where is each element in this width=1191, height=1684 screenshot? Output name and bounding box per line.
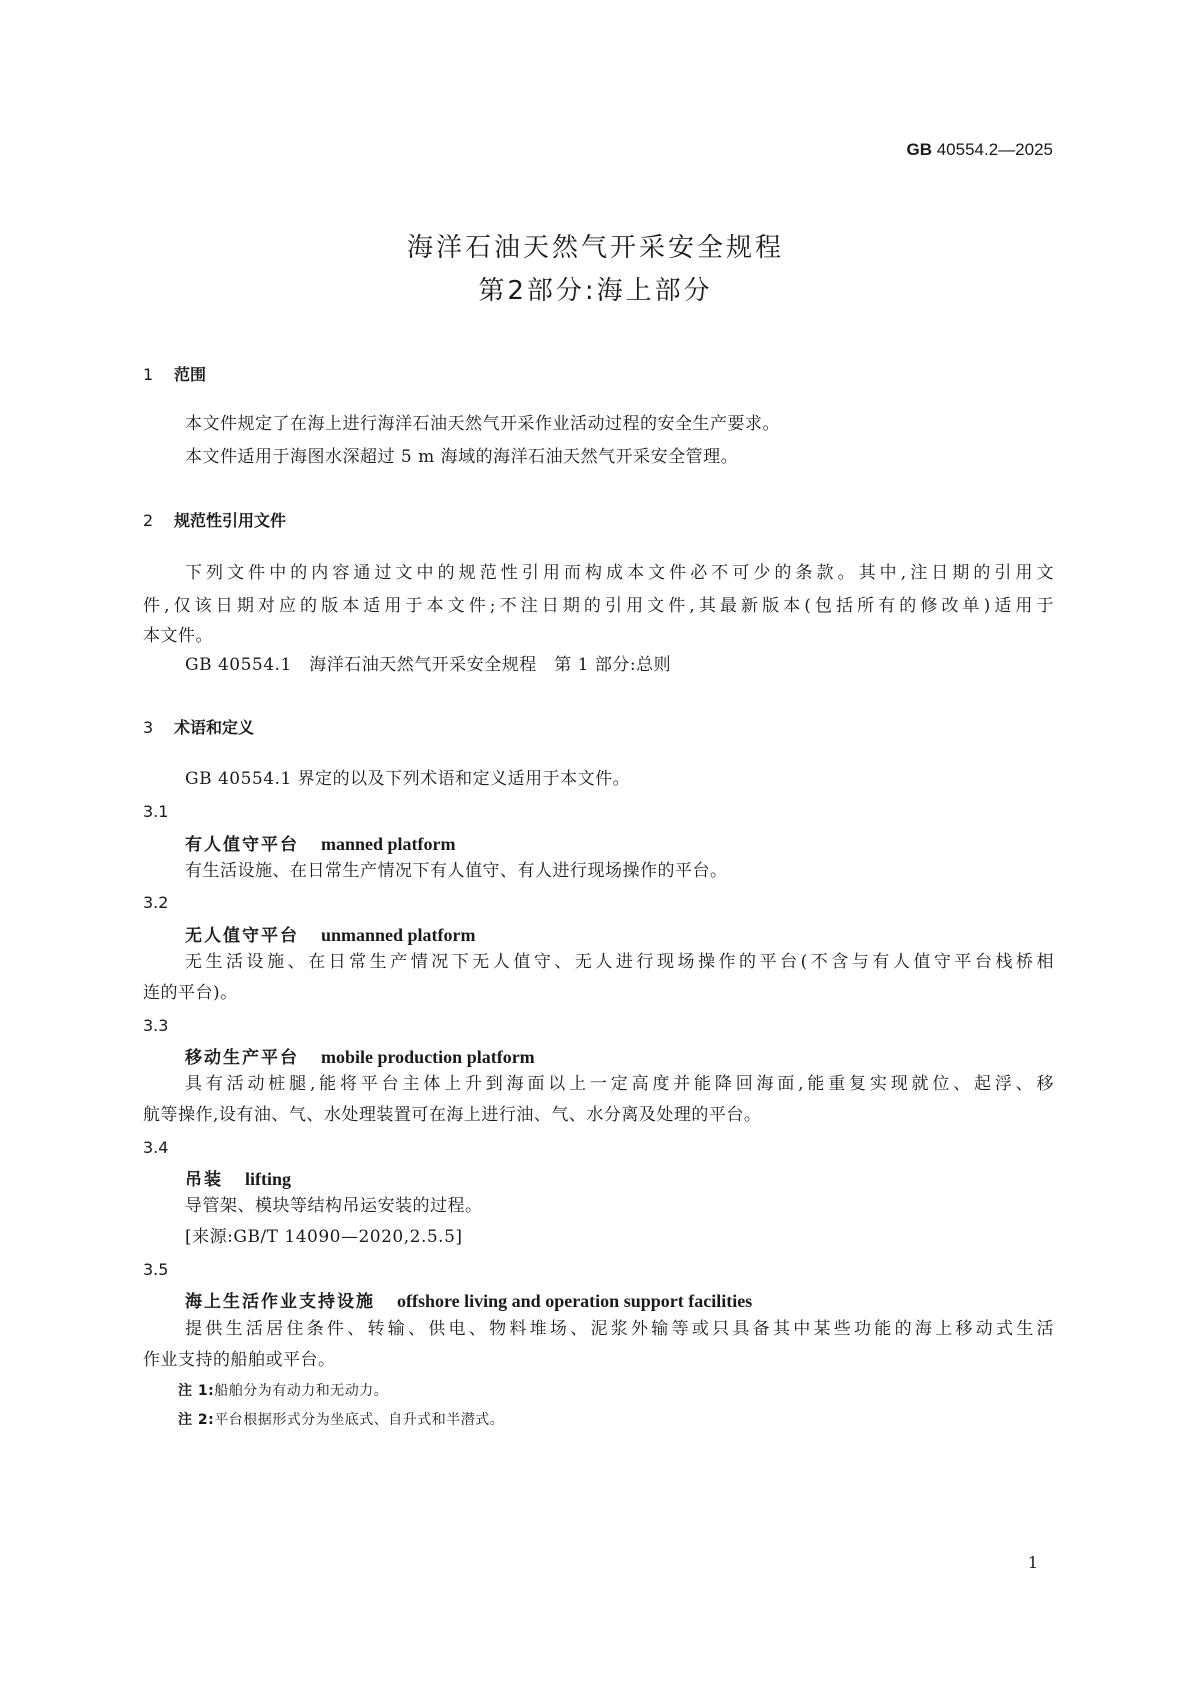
section-number: 3: [143, 718, 154, 737]
section-title: 范围: [174, 365, 207, 384]
term-en: manned platform: [321, 834, 456, 854]
term-source: [来源:GB/T 14090—2020,2.5.5]: [185, 1227, 463, 1247]
term-heading: [185, 1287, 752, 1312]
term-definition: 有生活设施、在日常生产情况下有人值守、有人进行现场操作的平台。: [185, 861, 728, 881]
page-number: 1: [1027, 1553, 1038, 1572]
term-definition-line-1: 具有活动桩腿,能将平台主体上升到海面以上一定高度并能降回海面,能重复实现就位、起浮、移: [185, 1074, 1054, 1094]
section-title: 术语和定义: [174, 718, 255, 737]
doc-number-text: 40554.2—2025: [932, 140, 1053, 159]
section-heading-references: [143, 508, 286, 531]
term-heading: [185, 921, 476, 946]
scope-paragraph-1: 本文件规定了在海上进行海洋石油天然气开采作业活动过程的安全生产要求。: [185, 414, 780, 434]
term-number: 3.1: [143, 802, 169, 821]
term-note: [178, 1409, 504, 1429]
term-number: 3.4: [143, 1138, 169, 1157]
term-zh: 有人值守平台: [185, 835, 299, 855]
term-number: 3.5: [143, 1260, 169, 1279]
scope-paragraph-2: 本文件适用于海图水深超过 5 m 海域的海洋石油天然气开采安全管理。: [185, 447, 739, 467]
term-heading: [185, 830, 456, 855]
references-paragraph-line-1: 下列文件中的内容通过文中的规范性引用而构成本文件必不可少的条款。其中,注日期的引用文: [185, 563, 1054, 583]
term-en: offshore living and operation support facilities: [397, 1291, 753, 1311]
note-label: 注 2:: [178, 1412, 215, 1428]
term-definition-line-2: 连的平台)。: [143, 983, 238, 1003]
references-paragraph-line-3: 本文件。: [143, 626, 213, 646]
section-heading-definitions: [143, 715, 254, 738]
document-number: [907, 140, 1054, 160]
reference-entry: GB 40554.1 海洋石油天然气开采安全规程 第 1 部分:总则: [185, 655, 672, 675]
term-en: unmanned platform: [321, 925, 476, 945]
term-zh: 移动生产平台: [185, 1048, 299, 1068]
note-text: 船舶分为有动力和无动力。: [214, 1383, 389, 1399]
term-number: 3.3: [143, 1016, 169, 1035]
term-heading: [185, 1043, 535, 1068]
section-title: 规范性引用文件: [174, 511, 287, 530]
term-definition-line-2: 航等操作,设有油、气、水处理装置可在海上进行油、气、水分离及处理的平台。: [143, 1105, 762, 1125]
note-text: 平台根据形式分为坐底式、自升式和半潜式。: [214, 1412, 505, 1428]
term-heading: [185, 1165, 291, 1190]
section-number: 1: [143, 365, 154, 384]
term-zh: 无人值守平台: [185, 926, 299, 946]
term-definition: 导管架、模块等结构吊运安装的过程。: [185, 1196, 483, 1216]
term-zh: 海上生活作业支持设施: [185, 1292, 375, 1312]
note-label: 注 1:: [178, 1383, 215, 1399]
term-note: [178, 1380, 388, 1400]
term-definition-line-1: 提供生活居住条件、转输、供电、物料堆场、泥浆外输等或只具备其中某些功能的海上移动式生活: [185, 1319, 1054, 1339]
definitions-intro: GB 40554.1 界定的以及下列术语和定义适用于本文件。: [185, 769, 631, 789]
term-definition-line-1: 无生活设施、在日常生产情况下无人值守、无人进行现场操作的平台(不含与有人值守平台栈桥相: [185, 952, 1054, 972]
term-number: 3.2: [143, 893, 169, 912]
term-definition-line-2: 作业支持的船舶或平台。: [143, 1350, 336, 1370]
section-number: 2: [143, 511, 154, 530]
document-subtitle: 第2部分:海上部分: [478, 276, 713, 306]
term-en: mobile production platform: [321, 1047, 535, 1067]
term-zh: 吊装: [185, 1170, 223, 1190]
references-paragraph-line-2: 件,仅该日期对应的版本适用于本文件;不注日期的引用文件,其最新版本(包括所有的修改单)适用于: [143, 596, 1054, 616]
section-heading-scope: [143, 362, 206, 385]
document-title: 海洋石油天然气开采安全规程: [406, 233, 784, 263]
term-en: lifting: [245, 1169, 292, 1189]
doc-prefix: GB: [906, 140, 932, 159]
